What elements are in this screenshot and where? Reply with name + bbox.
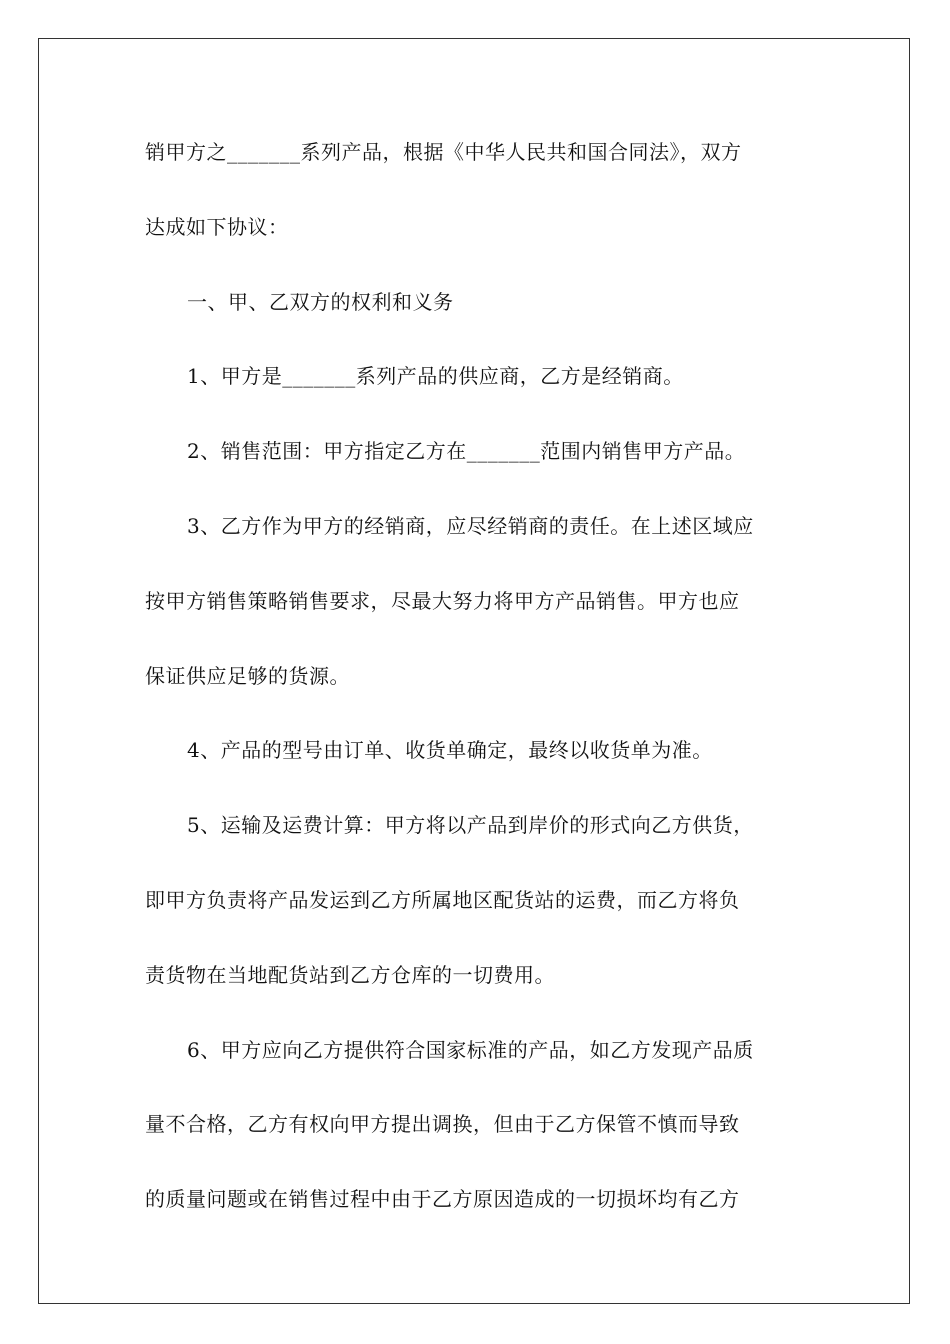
clause-2: 2、销售范围：甲方指定乙方在_______范围内销售甲方产品。 bbox=[187, 439, 746, 464]
clause-5: 5、运输及运费计算：甲方将以产品到岸价的形式向乙方供货， bbox=[187, 813, 754, 838]
text-line: 即甲方负责将产品发运到乙方所属地区配货站的运费，而乙方将负 bbox=[145, 887, 740, 912]
section-heading: 一、甲、乙双方的权利和义务 bbox=[187, 289, 454, 314]
text-line: 保证供应足够的货源。 bbox=[145, 663, 350, 688]
clause-3: 3、乙方作为甲方的经销商，应尽经销商的责任。在上述区域应 bbox=[187, 513, 754, 538]
document-body bbox=[145, 128, 810, 1250]
clause-4: 4、产品的型号由订单、收货单确定，最终以收货单为准。 bbox=[187, 738, 713, 763]
text-line: 责货物在当地配货站到乙方仓库的一切费用。 bbox=[145, 962, 555, 987]
text-line: 达成如下协议： bbox=[145, 214, 289, 239]
text-line: 的质量问题或在销售过程中由于乙方原因造成的一切损坏均有乙方 bbox=[145, 1187, 740, 1212]
text-line: 量不合格，乙方有权向甲方提出调换，但由于乙方保管不慎而导致 bbox=[145, 1112, 740, 1137]
text-line: 销甲方之_______系列产品，根据《中华人民共和国合同法》，双方 bbox=[145, 140, 742, 164]
clause-1: 1、甲方是_______系列产品的供应商，乙方是经销商。 bbox=[187, 364, 684, 389]
text-line: 按甲方销售策略销售要求，尽最大努力将甲方产品销售。甲方也应 bbox=[145, 588, 740, 613]
clause-6: 6、甲方应向乙方提供符合国家标准的产品，如乙方发现产品质 bbox=[187, 1037, 754, 1062]
